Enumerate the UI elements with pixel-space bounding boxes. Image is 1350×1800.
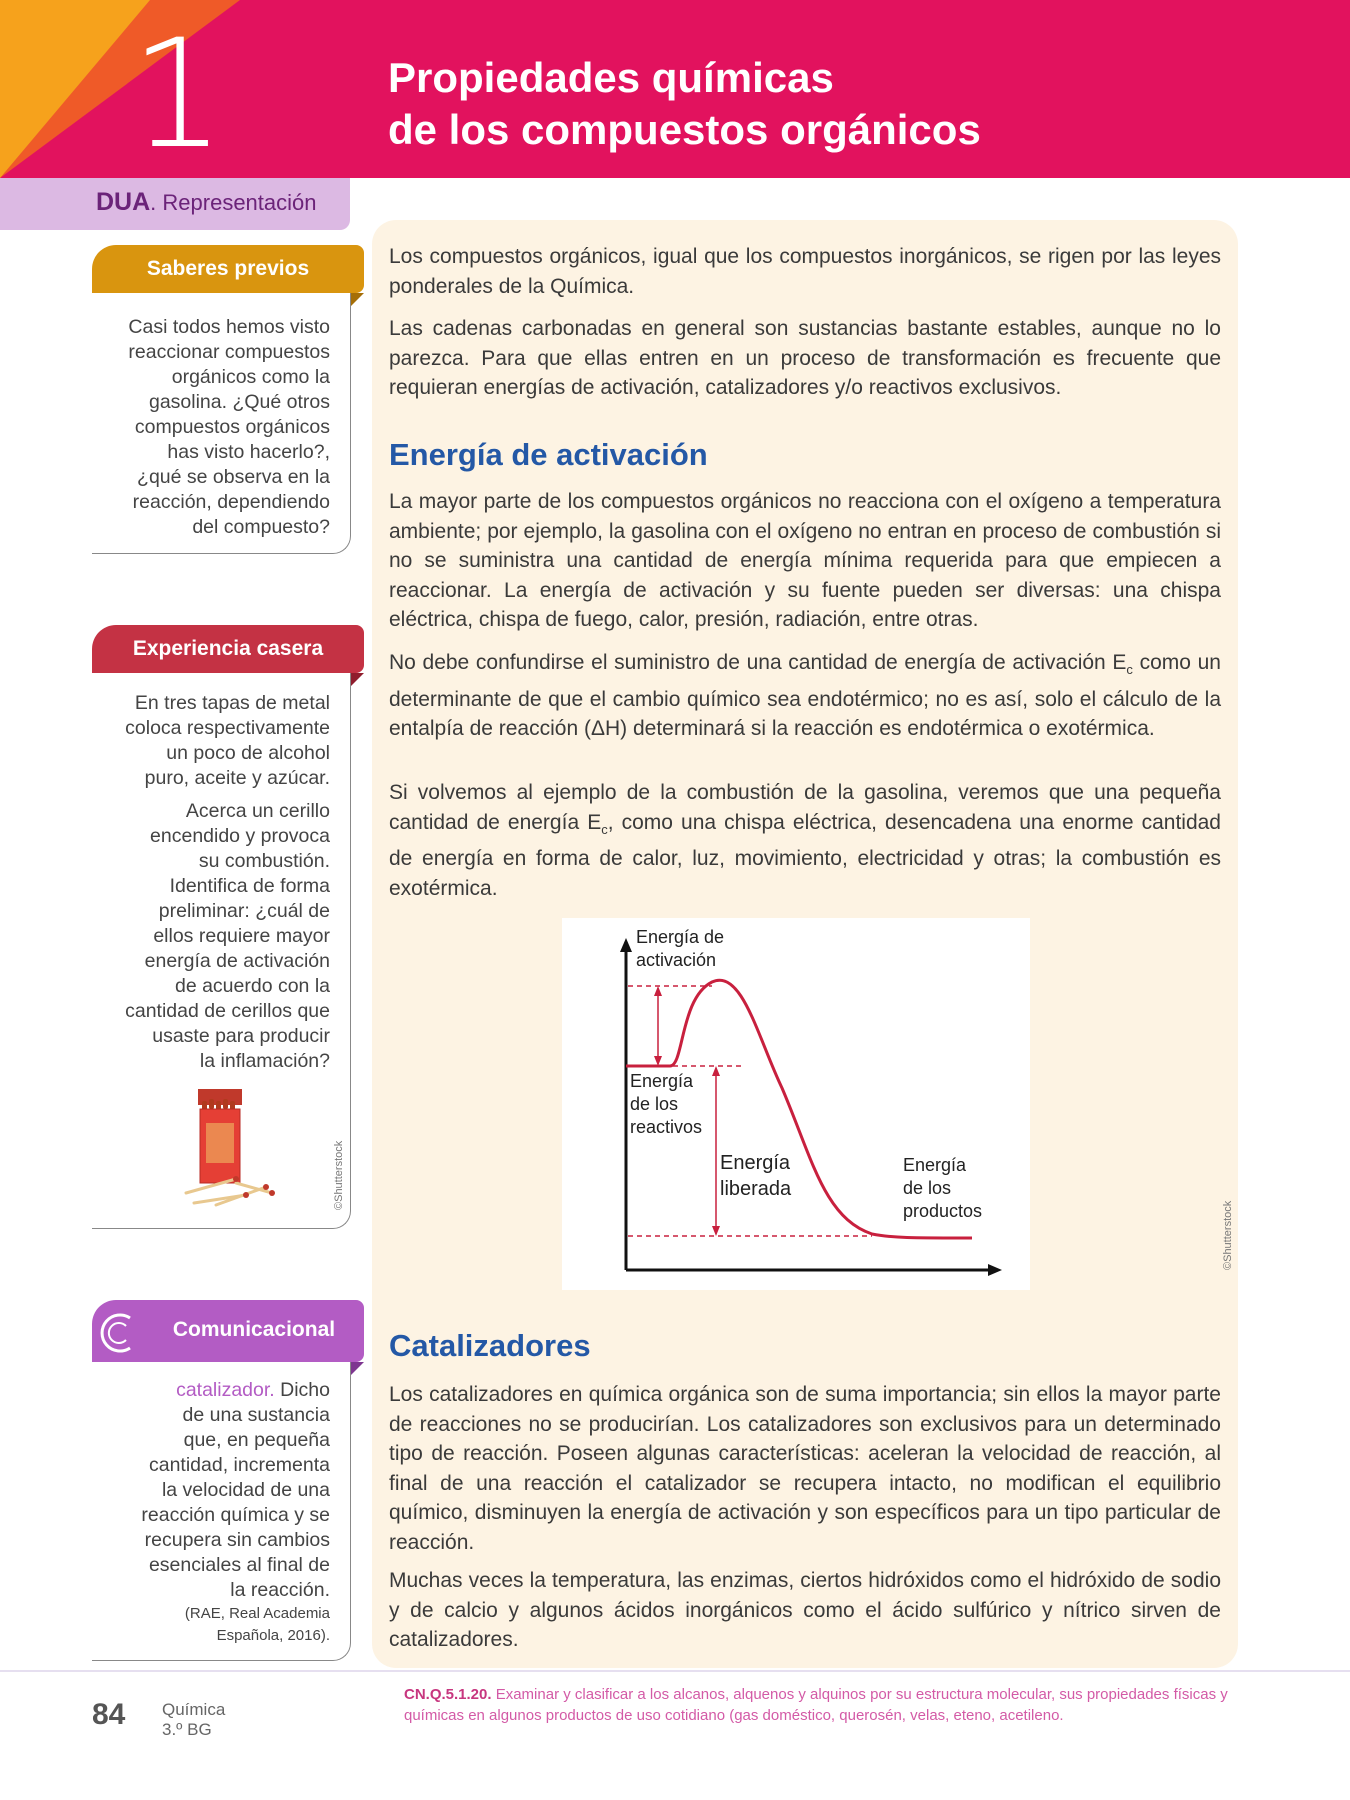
comunicacional-first-rest: Dicho	[274, 1379, 330, 1401]
saberes-line: del compuesto?	[192, 516, 330, 538]
products-label-line-3: productos	[903, 1201, 983, 1221]
activation-label	[636, 926, 724, 972]
saberes-line: orgánicos como la	[171, 366, 330, 388]
curriculum-standard	[404, 1684, 1234, 1726]
dua-rest: . Representación	[150, 190, 317, 215]
dua-label	[96, 188, 317, 217]
experiencia-line: la inflamación?	[199, 1050, 330, 1072]
saberes-line: reacción, dependiendo	[132, 491, 330, 513]
experiencia-line: Acerca un cerillo	[185, 800, 330, 822]
comunicacional-line: recupera sin cambios	[144, 1529, 330, 1551]
activation-label-line-1: Energía de	[636, 927, 725, 947]
experiencia-text-1	[125, 691, 330, 791]
unit-header	[0, 0, 1350, 178]
catalizadores-paragraph-1: Los catalizadores en química orgánica son de suma importancia; sin ellos la mayor parte de reacciones no se producirían. Los catalizadores son exclusivos para un determinado tipo de reacción. Poseen algunas características: aceleran la velocidad de reacción, al final de una reacción el catalizador se recupera intacto, no modifican el equilibrio químico, disminuyen la energía de activación y son específicos para un tipo particular de reacción.	[389, 1383, 1221, 1554]
experiencia-line: cantidad de cerillos que	[125, 1000, 330, 1022]
reactants-label-line-2: de los	[630, 1094, 679, 1114]
reactants-label-line-3: reactivos	[630, 1117, 703, 1137]
saberes-line: compuestos orgánicos	[134, 416, 330, 438]
energia-paragraph-2	[389, 648, 1221, 744]
energia-p2-start: No debe confundirse el suministro de una cantidad de energía de activación E	[389, 651, 1127, 674]
curriculum-code: CN.Q.5.1.20.	[404, 1686, 492, 1703]
experiencia-fold	[350, 673, 364, 687]
experiencia-casera-box	[92, 673, 351, 1229]
saberes-line: has visto hacerlo?,	[167, 441, 330, 463]
activation-label-line-2: activación	[636, 950, 717, 970]
experiencia-line: energía de activación	[144, 950, 330, 972]
comunicacional-box	[92, 1362, 351, 1661]
comunicacional-fold	[350, 1362, 364, 1376]
dua-bold: DUA	[96, 188, 151, 216]
experiencia-line: coloca respectivamente	[125, 717, 330, 739]
title-line-1: Propiedades químicas	[388, 54, 834, 101]
saberes-previos-label: Saberes previos	[146, 257, 310, 280]
subject-info	[162, 1700, 225, 1740]
energia-p3-subscript: c	[601, 821, 608, 837]
diagram-credit: ©Shutterstock	[1222, 1200, 1234, 1270]
energia-p3-start: Si volvemos al ejemplo de la combustión de la gasolina, veremos que una pequeña cantidad de energía E	[389, 781, 1221, 834]
reactants-label	[630, 1070, 702, 1139]
catalizador-term: catalizador.	[176, 1379, 275, 1401]
comunicacional-label: Comunicacional	[172, 1318, 336, 1341]
experiencia-line: En tres tapas de metal	[134, 692, 330, 714]
heading-energia-activacion: Energía de activación	[389, 437, 708, 472]
x-axis-arrow-icon	[988, 1264, 1002, 1276]
experiencia-line: Identifica de forma	[169, 875, 330, 897]
products-label	[903, 1154, 982, 1223]
experiencia-line: encendido y provoca	[150, 825, 330, 847]
experiencia-text-2	[125, 799, 330, 1074]
dua-banner	[0, 178, 350, 230]
saberes-line: gasolina. ¿Qué otros	[148, 391, 330, 413]
page-title	[388, 52, 981, 156]
title-line-2: de los compuestos orgánicos	[388, 106, 981, 153]
products-label-line-2: de los	[903, 1178, 952, 1198]
energia-paragraph-3	[389, 778, 1221, 903]
matchbox-label	[206, 1123, 234, 1163]
grade-level: 3.º BG	[162, 1720, 212, 1739]
saberes-fold	[350, 293, 364, 307]
released-label-line-1: Energía	[720, 1152, 791, 1174]
energia-p2-end: como un determinante de que el cambio químico sea endotérmico; no es así, solo el cálculo de la entalpía de reacción (ΔH) determinará si la reacción es endotérmica o exotérmica.	[389, 651, 1221, 741]
curriculum-description: Examinar y clasificar a los alcanos, alquenos y alquinos por su estructura molecular, sus propiedades físicas y químicas en algunos productos de uso cotidiano (gas doméstico, querosén, velas, eteno, acetileno.	[404, 1686, 1228, 1724]
comunicacional-text	[141, 1378, 330, 1647]
heading-catalizadores: Catalizadores	[389, 1328, 591, 1363]
comunicacional-line: que, en pequeña	[183, 1429, 330, 1451]
experiencia-line: puro, aceite y azúcar.	[144, 767, 330, 789]
intro-paragraph-2: Las cadenas carbonadas en general son sustancias bastante estables, aunque no lo parezca. Para que ellas entren en un proceso de transformación es frecuente que requieran energías de activación, catalizadores y/o reactivos exclusivos.	[389, 317, 1221, 399]
unit-number: 1	[130, 8, 226, 178]
comunicacional-header	[92, 1300, 364, 1362]
experiencia-line: un poco de alcohol	[166, 742, 330, 764]
comunicacional-line: cantidad, incrementa	[148, 1454, 330, 1476]
energia-p2-subscript: c	[1126, 662, 1133, 678]
experiencia-line: de acuerdo con la	[174, 975, 330, 997]
matchbox-credit: ©Shutterstock	[333, 1140, 345, 1210]
reactants-label-line-1: Energía	[630, 1071, 694, 1091]
experiencia-casera-header	[92, 625, 364, 673]
intro-paragraph-1: Los compuestos orgánicos, igual que los compuestos inorgánicos, se rigen por las leyes ponderales de la Química.	[389, 245, 1221, 298]
released-arrow-down-icon	[712, 1226, 720, 1236]
energia-p3-end: , como una chispa eléctrica, desencadena una enorme cantidad de energía en forma de calor, luz, movimiento, electricidad y otras; la combustión es exotérmica.	[389, 810, 1221, 900]
comunicacional-line: la reacción.	[230, 1579, 330, 1601]
page-number: 84	[92, 1698, 126, 1731]
experiencia-line: usaste para producir	[152, 1025, 330, 1047]
matchbox-image	[176, 1083, 286, 1213]
activation-energy-diagram	[562, 918, 1030, 1290]
experiencia-line: su combustión.	[198, 850, 330, 872]
comunicacional-line: de una sustancia	[182, 1404, 330, 1426]
experiencia-line: preliminar: ¿cuál de	[158, 900, 330, 922]
saberes-previos-box	[92, 293, 351, 554]
experiencia-line: ellos requiere mayor	[153, 925, 330, 947]
comunicacional-line: reacción química y se	[141, 1504, 330, 1526]
saberes-line: ¿qué se observa en la	[137, 466, 330, 488]
products-label-line-1: Energía	[903, 1155, 967, 1175]
saberes-line: Casi todos hemos visto	[128, 316, 330, 338]
comunicacional-first-line	[141, 1378, 330, 1403]
saberes-previos-header	[92, 245, 364, 293]
catalizadores-paragraph-2: Muchas veces la temperatura, las enzimas, ciertos hidróxidos como el hidróxido de sodio y de calcio y algunos ácidos inorgánicos como el ácido sulfúrico y nítrico sirven de catalizadores.	[389, 1569, 1221, 1651]
activation-arrow-up-icon	[654, 986, 662, 996]
header-yellow-triangle	[0, 0, 150, 178]
released-label-line-2: liberada	[720, 1178, 792, 1200]
comunicacional-line: la velocidad de una	[161, 1479, 330, 1501]
subject-name: Química	[162, 1700, 226, 1719]
saberes-line: reaccionar compuestos	[128, 341, 330, 363]
footer-divider	[0, 1670, 1350, 1672]
comunicacional-source-line: Española, 2016).	[216, 1627, 330, 1644]
saberes-previos-text	[128, 315, 330, 540]
energia-paragraph-1: La mayor parte de los compuestos orgánicos no reacciona con el oxígeno a temperatura ambiente; por ejemplo, la gasolina con el oxígeno no entran en proceso de combustión si no se suministra una cantidad de energía mínima requerida para que empiecen a reaccionar. La energía de activación y su fuente pueden ser diversas: una chispa eléctrica, chispa de fuego, calor, presión, radiación, entre otras.	[389, 490, 1221, 631]
experiencia-casera-label: Experiencia casera	[132, 637, 324, 660]
comunicacional-line: esenciales al final de	[148, 1554, 330, 1576]
comunicacional-source-line: (RAE, Real Academia	[184, 1605, 330, 1622]
y-axis-arrow-icon	[620, 938, 632, 952]
released-label	[720, 1150, 791, 1202]
released-arrow-up-icon	[712, 1066, 720, 1076]
